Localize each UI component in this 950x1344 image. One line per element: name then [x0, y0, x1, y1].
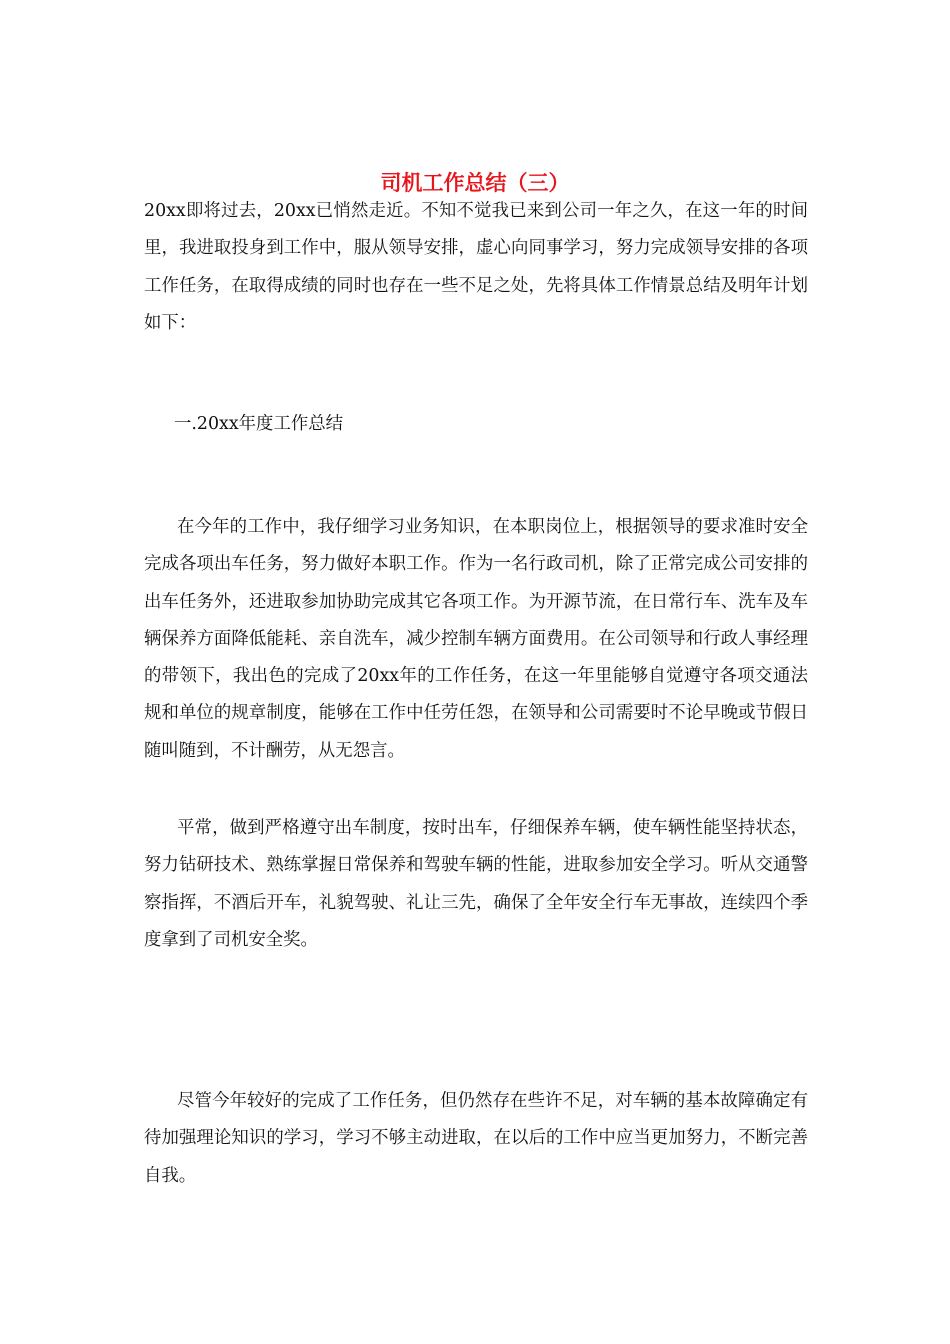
section-heading: 一.20xx年度工作总结: [174, 414, 344, 434]
document-title: 司机工作总结（三）: [380, 171, 570, 196]
body-paragraph-1: 在今年的工作中，我仔细学习业务知识，在本职岗位上，根据领导的要求准时安全完成各项出车任务，努力做好本职工作。作为一名行政司机，除了正常完成公司安排的出车任务外，还进取参加协助完成其它各项工作。为开源节流，在日常行车、洗车及车辆保养方面降低能耗、亲自洗车，减少控制车辆方面费用。在公司领导和行政人事经理的带领下，我出色的完成了20xx年的工作任务，在这一年里能够自觉遵守各项交通法规和单位的规章制度，能够在工作中任劳任怨，在领导和公司需要时不论早晚或节假日随叫随到，不计酬劳，从无怨言。: [144, 517, 808, 761]
body-paragraph-2: 平常，做到严格遵守出车制度，按时出车，仔细保养车辆，使车辆性能坚持状态，努力钻研技术、熟练掌握日常保养和驾驶车辆的性能，进取参加安全学习。听从交通警察指挥，不酒后开车，礼貌驾驶、礼让三先，确保了全年安全行车无事故，连续四个季度拿到了司机安全奖。: [144, 818, 808, 950]
body-paragraph-3: 尽管今年较好的完成了工作任务，但仍然存在些许不足，对车辆的基本故障确定有待加强理论知识的学习，学习不够主动进取，在以后的工作中应当更加努力，不断完善自我。: [144, 1091, 808, 1186]
intro-paragraph: 20xx即将过去，20xx已悄然走近。不知不觉我已来到公司一年之久，在这一年的时间里，我进取投身到工作中，服从领导安排，虚心向同事学习，努力完成领导安排的各项工作任务，在取得成绩的同时也存在一些不足之处，先将具体工作情景总结及明年计划如下：: [144, 201, 808, 333]
